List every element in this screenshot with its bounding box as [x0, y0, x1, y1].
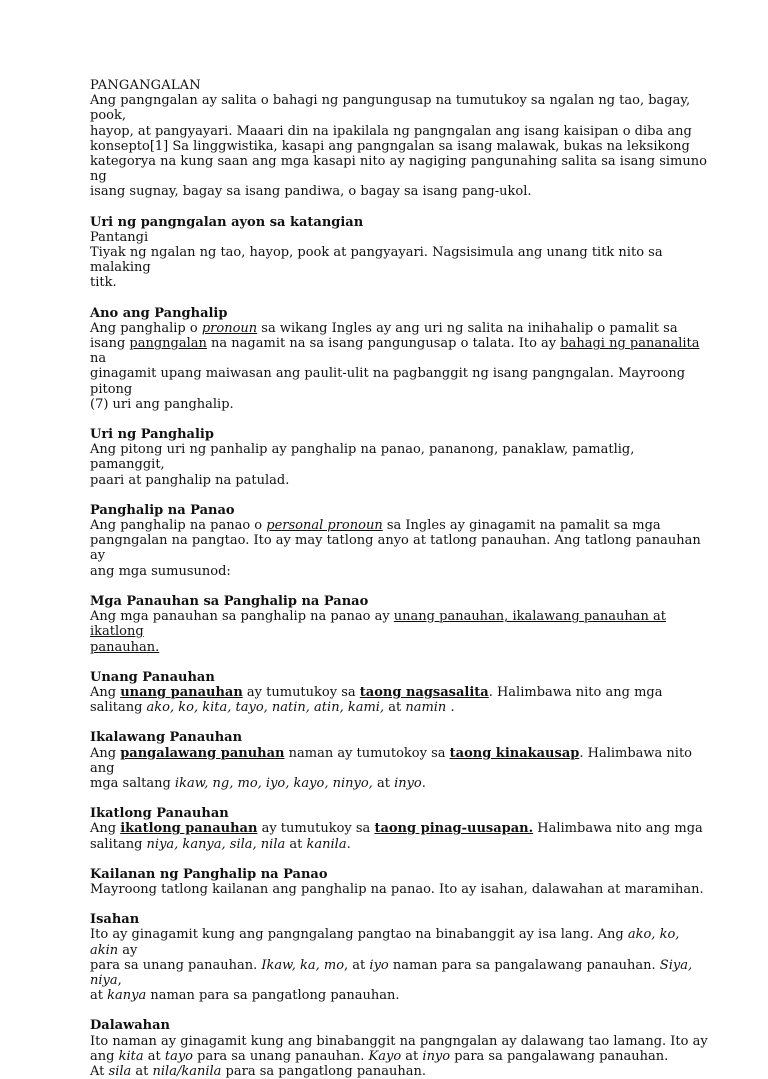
paragraph-line: Tiyak ng ngalan ng tao, hayop, pook at pangyayari. Nagsisimula ang unang titk nito sa malaking [90, 245, 663, 276]
text: . [446, 700, 455, 716]
text: para sa pangalawang panauhan. [450, 1048, 669, 1064]
text: Ang panghalip o [90, 320, 202, 336]
emphasis-term: ikatlong panauhan [120, 821, 258, 837]
paragraph-line [90, 685, 708, 700]
section-heading: Ikatlong Panauhan [90, 806, 229, 822]
section-ikalawang-panauhan [90, 730, 708, 791]
section-heading: Dalawahan [90, 1018, 170, 1034]
section-uri-ng-pangngalan [90, 215, 708, 291]
section-heading: Panghalip na Panao [90, 502, 235, 518]
emphasis-term: taong kinakausap [449, 745, 580, 761]
paragraph-line: konsepto[1] Sa linggwistika, kasapi ang pangngalan sa isang malawak, bukas na leksikong [90, 138, 690, 154]
section-heading: Uri ng Panghalip [90, 427, 214, 443]
link-panauhan-cont[interactable]: panauhan. [90, 639, 160, 655]
paragraph-line [90, 958, 708, 988]
text: naman para sa pangalawang panauhan. [388, 957, 660, 973]
paragraph-line: kategorya na kung saan ang mga kasapi nito ay nagiging pangunahing salita sa isang simuno ng [90, 154, 707, 185]
section-dalawahan [90, 1018, 708, 1079]
subheading: Pantangi [90, 229, 149, 245]
text: Ang [90, 821, 121, 837]
section-heading: Mga Panauhan sa Panghalip na Panao [90, 593, 369, 609]
text: . [346, 836, 351, 852]
text: , [117, 972, 122, 988]
emphasis-term: unang panauhan [120, 684, 243, 700]
section-heading: Isahan [90, 912, 140, 928]
section-heading: Ikalawang Panauhan [90, 730, 243, 746]
link-personal-pronoun[interactable]: personal pronoun [266, 518, 383, 534]
emphasis-term: pangalawang panuhan [120, 745, 285, 761]
text: isang [90, 336, 130, 352]
example-words: namin [405, 700, 447, 716]
text: salitang [90, 836, 147, 852]
text: para sa unang panauhan. [193, 1048, 369, 1064]
example-words: inyo [422, 1048, 451, 1064]
paragraph-line [90, 321, 708, 336]
section-heading: Uri ng pangngalan ayon sa katangian [90, 214, 364, 230]
text: at [131, 1063, 153, 1079]
text: Ito ay ginagamit kung ang pangngalang pangtao na binabanggit ay isa lang. Ang [90, 927, 628, 943]
example-words: Ikaw, ka, mo [261, 957, 345, 973]
text: Ang [90, 684, 121, 700]
text: Ang [90, 745, 121, 761]
text: at [90, 988, 108, 1004]
example-words: nila/kanila [152, 1063, 222, 1079]
paragraph-line: pangngalan na pangtao. Ito ay may tatlong anyo at tatlong panauhan. Ang tatlong panauhan ay [90, 533, 701, 564]
section-uri-ng-panghalip [90, 427, 708, 488]
link-bahagi-ng-pananalita[interactable]: bahagi ng pananalita [560, 336, 700, 352]
link-pangngalan[interactable]: pangngalan [129, 336, 207, 352]
text: At [90, 1063, 109, 1079]
link-pronoun[interactable]: pronoun [201, 320, 258, 336]
text: naman para sa pangatlong panauhan. [146, 988, 400, 1004]
paragraph-line [90, 837, 708, 852]
paragraph-line [90, 1064, 708, 1079]
text: salitang [90, 700, 147, 716]
page-title: PANGANGALAN [90, 78, 201, 93]
paragraph-line [90, 1049, 708, 1064]
text: at [143, 1048, 165, 1064]
text: at [401, 1048, 423, 1064]
section-ano-ang-panghalip [90, 306, 708, 412]
text: ay [118, 942, 138, 958]
text: ay tumutukoy sa [242, 684, 360, 700]
link-panauhan[interactable]: unang panauhan, ikalawang panauhan at ikatlong [90, 609, 667, 640]
text: na nagamit na sa isang pangungusap o talata. Ito ay [206, 336, 561, 352]
paragraph-line: ginagamit upang maiwasan ang paulit-ulit na pagbanggit ng isang pangngalan. Mayroong pitong [90, 366, 686, 397]
paragraph-line [90, 746, 708, 776]
section-pangangalan [90, 78, 708, 200]
text: ang [90, 1048, 119, 1064]
text: para sa unang panauhan. [90, 957, 262, 973]
section-heading: Kailanan ng Panghalip na Panao [90, 866, 328, 882]
example-words: kita [118, 1048, 144, 1064]
paragraph-line [90, 988, 708, 1003]
text: mga saltang [90, 775, 175, 791]
example-words: tayo [164, 1048, 193, 1064]
section-panghalip-na-panao [90, 503, 708, 579]
paragraph-line [90, 821, 708, 836]
section-kailanan [90, 867, 708, 897]
example-words: kanya [107, 988, 147, 1004]
section-heading: Unang Panauhan [90, 669, 215, 685]
paragraph-line: (7) uri ang panghalip. [90, 396, 234, 412]
paragraph-line: Ito naman ay ginagamit kung ang binabanggit na pangngalan ay dalawang tao lamang. Ito ay [90, 1033, 708, 1049]
text: Halimbawa nito ang mga [533, 821, 703, 837]
text: . Halimbawa nito ang mga [488, 684, 663, 700]
section-mga-panauhan [90, 594, 708, 655]
example-words: ikaw, ng, mo, iyo, kayo, ninyo, [174, 775, 373, 791]
emphasis-term: taong nagsasalita [359, 684, 489, 700]
example-words: ako, ko, kita, tayo, natin, atin, kami, [146, 700, 385, 716]
paragraph-line [90, 518, 708, 533]
text: at [372, 775, 395, 791]
paragraph-line: ang mga sumusunod: [90, 563, 231, 579]
text: at [384, 700, 406, 716]
text: at [285, 836, 307, 852]
example-words: kanila [306, 836, 347, 852]
section-isahan [90, 912, 708, 1003]
example-words: niya, kanya, sila, nila [146, 836, 286, 852]
text: Ang panghalip na panao o [90, 518, 267, 534]
paragraph-line [90, 640, 708, 655]
text: ay tumutukoy sa [257, 821, 375, 837]
paragraph-line [90, 336, 708, 366]
paragraph-line: hayop, at pangyayari. Maaari din na ipakilala ng pangngalan ang isang kaisipan o diba ang [90, 123, 692, 139]
emphasis-term: taong pinag-uusapan. [374, 821, 534, 837]
example-words: Siya, niya [90, 957, 693, 988]
example-words: Kayo [368, 1048, 402, 1064]
example-words: sila [108, 1063, 132, 1079]
paragraph-line: titk. [90, 275, 117, 291]
example-words: ako, ko, akin [90, 927, 680, 958]
paragraph-line [90, 776, 708, 791]
paragraph-line: paari at panghalip na patulad. [90, 472, 290, 488]
text: sa wikang Ingles ay ang uri ng salita na inihahalip o pamalit sa [257, 320, 678, 336]
section-ikatlong-panauhan [90, 806, 708, 852]
paragraph-line: Mayroong tatlong kailanan ang panghalip na panao. Ito ay isahan, dalawahan at maramihan. [90, 881, 704, 897]
paragraph-line [90, 927, 708, 957]
example-words: iyo [369, 957, 389, 973]
paragraph-line: isang sugnay, bagay sa isang pandiwa, o bagay sa isang pang-ukol. [90, 184, 532, 200]
text: Ang mga panauhan sa panghalip na panao ay [90, 609, 394, 625]
section-heading: Ano ang Panghalip [90, 305, 228, 321]
section-unang-panauhan [90, 670, 708, 716]
example-words: inyo [394, 775, 422, 791]
paragraph-line: Ang pangngalan ay salita o bahagi ng pangungusap na tumutukoy sa ngalan ng tao, bagay, pook, [90, 93, 691, 124]
paragraph-line: Ang pitong uri ng panhalip ay panghalip na panao, pananong, panaklaw, pamatlig, pamanggit, [90, 442, 635, 473]
text: , at [344, 957, 370, 973]
text: na [90, 351, 107, 367]
paragraph-line [90, 609, 708, 639]
text: para sa pangatlong panauhan. [221, 1063, 427, 1079]
paragraph-line [90, 700, 708, 715]
text: . Halimbawa nito ang [90, 745, 693, 776]
text: sa Ingles ay ginagamit na pamalit sa mga [382, 518, 661, 534]
text: . [421, 775, 426, 791]
text: naman ay tumutokoy sa [284, 745, 450, 761]
